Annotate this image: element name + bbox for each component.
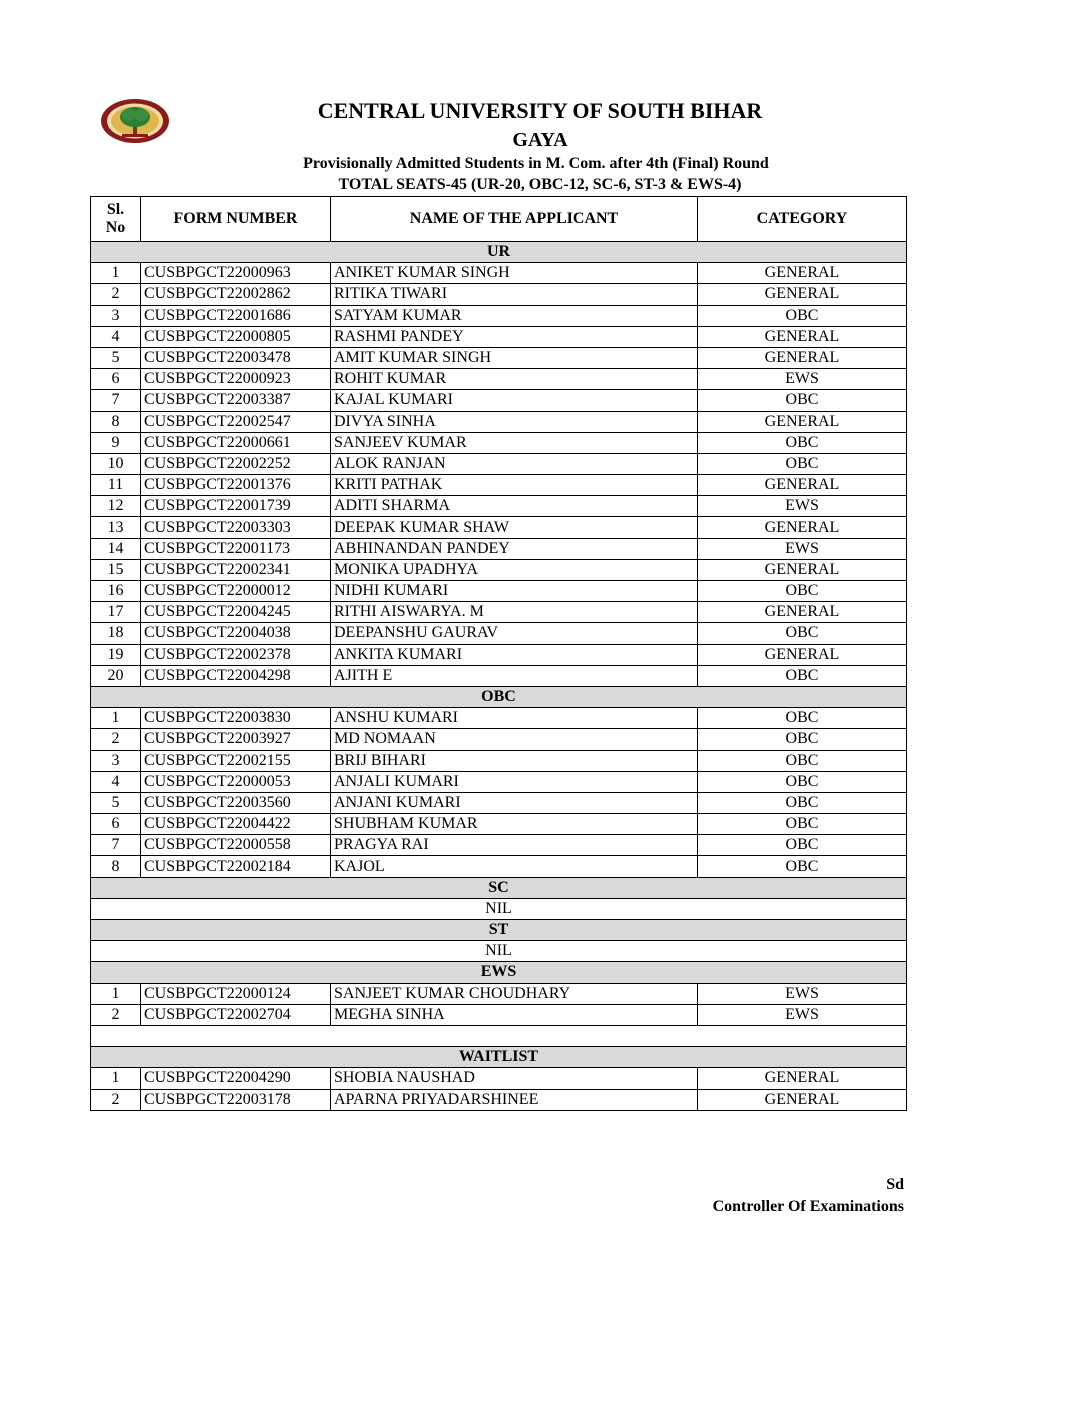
section-header-sc xyxy=(91,877,907,898)
section-header-ews xyxy=(91,962,907,983)
cell-applicant-name: SANJEET KUMAR CHOUDHARY xyxy=(331,983,698,1004)
cell-form-number: CUSBPGCT22000661 xyxy=(141,432,331,453)
blank-row xyxy=(91,1025,907,1046)
cell-category: OBC xyxy=(698,453,907,474)
cell-sl-no: 2 xyxy=(91,729,141,750)
table-row xyxy=(91,559,907,580)
cell-applicant-name: SANJEEV KUMAR xyxy=(331,432,698,453)
cell-form-number: CUSBPGCT22000805 xyxy=(141,326,331,347)
admission-table xyxy=(90,196,907,1111)
cell-sl-no: 3 xyxy=(91,305,141,326)
cell-sl-no: 14 xyxy=(91,538,141,559)
cell-form-number: CUSBPGCT22004298 xyxy=(141,665,331,686)
section-label: UR xyxy=(91,242,907,263)
table-row xyxy=(91,708,907,729)
table-row xyxy=(91,983,907,1004)
cell-applicant-name: ABHINANDAN PANDEY xyxy=(331,538,698,559)
cell-form-number: CUSBPGCT22002341 xyxy=(141,559,331,580)
cell-category: OBC xyxy=(698,581,907,602)
cell-form-number: CUSBPGCT22002704 xyxy=(141,1004,331,1025)
cell-sl-no: 3 xyxy=(91,750,141,771)
cell-sl-no: 5 xyxy=(91,347,141,368)
cell-applicant-name: SHOBIA NAUSHAD xyxy=(331,1068,698,1089)
cell-applicant-name: AMIT KUMAR SINGH xyxy=(331,347,698,368)
cell-sl-no: 19 xyxy=(91,644,141,665)
nil-label: NIL xyxy=(91,898,907,919)
cell-sl-no: 8 xyxy=(91,411,141,432)
cell-sl-no: 18 xyxy=(91,623,141,644)
table-row xyxy=(91,602,907,623)
cell-applicant-name: SATYAM KUMAR xyxy=(331,305,698,326)
col-header-form-number: FORM NUMBER xyxy=(141,197,331,242)
table-row xyxy=(91,623,907,644)
table-row xyxy=(91,792,907,813)
cell-form-number: CUSBPGCT22000012 xyxy=(141,581,331,602)
cell-sl-no: 13 xyxy=(91,517,141,538)
table-row xyxy=(91,453,907,474)
cell-applicant-name: MEGHA SINHA xyxy=(331,1004,698,1025)
table-row xyxy=(91,644,907,665)
cell-category: EWS xyxy=(698,1004,907,1025)
cell-form-number: CUSBPGCT22002862 xyxy=(141,284,331,305)
cell-form-number: CUSBPGCT22001739 xyxy=(141,496,331,517)
cell-category: GENERAL xyxy=(698,517,907,538)
table-row xyxy=(91,1089,907,1110)
table-row xyxy=(91,517,907,538)
table-row xyxy=(91,432,907,453)
table-row xyxy=(91,496,907,517)
cell-sl-no: 10 xyxy=(91,453,141,474)
cell-category: GENERAL xyxy=(698,559,907,580)
table-row xyxy=(91,347,907,368)
table-row xyxy=(91,814,907,835)
cell-category: OBC xyxy=(698,708,907,729)
table-row xyxy=(91,390,907,411)
cell-sl-no: 20 xyxy=(91,665,141,686)
cell-applicant-name: NIDHI KUMARI xyxy=(331,581,698,602)
cell-category: OBC xyxy=(698,432,907,453)
cell-sl-no: 1 xyxy=(91,708,141,729)
signature-sd: Sd xyxy=(886,1176,904,1193)
table-row xyxy=(91,538,907,559)
section-label: WAITLIST xyxy=(91,1047,907,1068)
cell-sl-no: 15 xyxy=(91,559,141,580)
cell-applicant-name: ANJALI KUMARI xyxy=(331,771,698,792)
section-label: SC xyxy=(91,877,907,898)
col-header-category: CATEGORY xyxy=(698,197,907,242)
table-row xyxy=(91,771,907,792)
cell-form-number: CUSBPGCT22003830 xyxy=(141,708,331,729)
table-row xyxy=(91,750,907,771)
cell-sl-no: 16 xyxy=(91,581,141,602)
cell-form-number: CUSBPGCT22001173 xyxy=(141,538,331,559)
cell-applicant-name: RITIKA TIWARI xyxy=(331,284,698,305)
cell-applicant-name: RASHMI PANDEY xyxy=(331,326,698,347)
cell-category: OBC xyxy=(698,856,907,877)
table-row xyxy=(91,284,907,305)
cell-category: GENERAL xyxy=(698,602,907,623)
cell-applicant-name: KAJAL KUMARI xyxy=(331,390,698,411)
cell-form-number: CUSBPGCT22000558 xyxy=(141,835,331,856)
cell-sl-no: 6 xyxy=(91,814,141,835)
table-row xyxy=(91,475,907,496)
cell-category: GENERAL xyxy=(698,1089,907,1110)
cell-form-number: CUSBPGCT22003478 xyxy=(141,347,331,368)
table-row xyxy=(91,665,907,686)
cell-sl-no: 6 xyxy=(91,369,141,390)
cell-category: GENERAL xyxy=(698,1068,907,1089)
cell-applicant-name: DEEPANSHU GAURAV xyxy=(331,623,698,644)
cell-sl-no: 7 xyxy=(91,835,141,856)
cell-applicant-name: KAJOL xyxy=(331,856,698,877)
table-header-row xyxy=(91,197,907,242)
cell-category: OBC xyxy=(698,729,907,750)
table-row xyxy=(91,305,907,326)
cell-form-number: CUSBPGCT22003303 xyxy=(141,517,331,538)
cell-category: OBC xyxy=(698,750,907,771)
cell-form-number: CUSBPGCT22003387 xyxy=(141,390,331,411)
section-header-obc xyxy=(91,686,907,707)
cell-applicant-name: BRIJ BIHARI xyxy=(331,750,698,771)
cell-category: OBC xyxy=(698,792,907,813)
nil-label: NIL xyxy=(91,941,907,962)
cell-category: OBC xyxy=(698,814,907,835)
cell-form-number: CUSBPGCT22003178 xyxy=(141,1089,331,1110)
cell-sl-no: 2 xyxy=(91,1004,141,1025)
cell-applicant-name: AJITH E xyxy=(331,665,698,686)
cell-category: OBC xyxy=(698,665,907,686)
cell-form-number: CUSBPGCT22003927 xyxy=(141,729,331,750)
cell-form-number: CUSBPGCT22004290 xyxy=(141,1068,331,1089)
cell-applicant-name: ANSHU KUMARI xyxy=(331,708,698,729)
table-row xyxy=(91,835,907,856)
cell-form-number: CUSBPGCT22002155 xyxy=(141,750,331,771)
cell-applicant-name: KRITI PATHAK xyxy=(331,475,698,496)
signatory-title: Controller Of Examinations xyxy=(712,1198,904,1215)
cell-category: OBC xyxy=(698,623,907,644)
cell-sl-no: 4 xyxy=(91,326,141,347)
cell-form-number: CUSBPGCT22003560 xyxy=(141,792,331,813)
city-title: GAYA xyxy=(512,129,568,151)
cell-form-number: CUSBPGCT22000053 xyxy=(141,771,331,792)
cell-applicant-name: APARNA PRIYADARSHINEE xyxy=(331,1089,698,1110)
cell-applicant-name: MONIKA UPADHYA xyxy=(331,559,698,580)
table-row xyxy=(91,411,907,432)
cell-category: EWS xyxy=(698,369,907,390)
nil-row xyxy=(91,941,907,962)
cell-applicant-name: DEEPAK KUMAR SHAW xyxy=(331,517,698,538)
cell-applicant-name: PRAGYA RAI xyxy=(331,835,698,856)
cell-form-number: CUSBPGCT22002378 xyxy=(141,644,331,665)
cell-sl-no: 11 xyxy=(91,475,141,496)
cell-category: OBC xyxy=(698,835,907,856)
cell-form-number: CUSBPGCT22000124 xyxy=(141,983,331,1004)
cell-category: OBC xyxy=(698,390,907,411)
cell-form-number: CUSBPGCT22002184 xyxy=(141,856,331,877)
table-row xyxy=(91,1004,907,1025)
blank-cell xyxy=(91,1025,907,1046)
table-row xyxy=(91,369,907,390)
cell-form-number: CUSBPGCT22002547 xyxy=(141,411,331,432)
cell-sl-no: 2 xyxy=(91,284,141,305)
section-label: OBC xyxy=(91,686,907,707)
cell-form-number: CUSBPGCT22004038 xyxy=(141,623,331,644)
table-row xyxy=(91,581,907,602)
cell-category: GENERAL xyxy=(698,411,907,432)
cell-applicant-name: MD NOMAAN xyxy=(331,729,698,750)
cell-category: GENERAL xyxy=(698,263,907,284)
cell-sl-no: 7 xyxy=(91,390,141,411)
nil-row xyxy=(91,898,907,919)
list-subtitle: Provisionally Admitted Students in M. Com. after 4th (Final) Round xyxy=(303,155,769,172)
col-header-sl: Sl. No xyxy=(91,197,141,242)
cell-applicant-name: DIVYA SINHA xyxy=(331,411,698,432)
cell-sl-no: 1 xyxy=(91,263,141,284)
cell-form-number: CUSBPGCT22000923 xyxy=(141,369,331,390)
cell-applicant-name: SHUBHAM KUMAR xyxy=(331,814,698,835)
cell-sl-no: 1 xyxy=(91,1068,141,1089)
section-header-ur xyxy=(91,242,907,263)
cell-form-number: CUSBPGCT22004245 xyxy=(141,602,331,623)
cell-category: EWS xyxy=(698,496,907,517)
cell-category: OBC xyxy=(698,771,907,792)
cell-category: EWS xyxy=(698,983,907,1004)
cell-form-number: CUSBPGCT22004422 xyxy=(141,814,331,835)
cell-sl-no: 8 xyxy=(91,856,141,877)
cell-sl-no: 4 xyxy=(91,771,141,792)
table-row xyxy=(91,856,907,877)
seats-summary: TOTAL SEATS-45 (UR-20, OBC-12, SC-6, ST-3 & EWS-4) xyxy=(338,176,742,193)
cell-applicant-name: RITHI AISWARYA. M xyxy=(331,602,698,623)
cell-category: GENERAL xyxy=(698,644,907,665)
cell-applicant-name: ALOK RANJAN xyxy=(331,453,698,474)
cell-sl-no: 12 xyxy=(91,496,141,517)
section-label: ST xyxy=(91,920,907,941)
cell-applicant-name: ADITI SHARMA xyxy=(331,496,698,517)
cell-form-number: CUSBPGCT22002252 xyxy=(141,453,331,474)
cell-category: GENERAL xyxy=(698,347,907,368)
table-body xyxy=(91,242,907,1111)
section-label: EWS xyxy=(91,962,907,983)
table-row xyxy=(91,1068,907,1089)
cell-sl-no: 9 xyxy=(91,432,141,453)
cell-applicant-name: ANJANI KUMARI xyxy=(331,792,698,813)
cell-sl-no: 2 xyxy=(91,1089,141,1110)
university-title: CENTRAL UNIVERSITY OF SOUTH BIHAR xyxy=(317,98,763,123)
table-row xyxy=(91,729,907,750)
cell-form-number: CUSBPGCT22001376 xyxy=(141,475,331,496)
cell-applicant-name: ANKITA KUMARI xyxy=(331,644,698,665)
cell-sl-no: 5 xyxy=(91,792,141,813)
col-header-applicant-name: NAME OF THE APPLICANT xyxy=(331,197,698,242)
cell-sl-no: 17 xyxy=(91,602,141,623)
cell-form-number: CUSBPGCT22001686 xyxy=(141,305,331,326)
cell-sl-no: 1 xyxy=(91,983,141,1004)
cell-category: GENERAL xyxy=(698,284,907,305)
cell-form-number: CUSBPGCT22000963 xyxy=(141,263,331,284)
table-row xyxy=(91,263,907,284)
cell-applicant-name: ANIKET KUMAR SINGH xyxy=(331,263,698,284)
cell-category: EWS xyxy=(698,538,907,559)
cell-category: GENERAL xyxy=(698,475,907,496)
cell-category: GENERAL xyxy=(698,326,907,347)
cell-category: OBC xyxy=(698,305,907,326)
table-row xyxy=(91,326,907,347)
cell-applicant-name: ROHIT KUMAR xyxy=(331,369,698,390)
section-header-waitlist xyxy=(91,1047,907,1068)
section-header-st xyxy=(91,920,907,941)
